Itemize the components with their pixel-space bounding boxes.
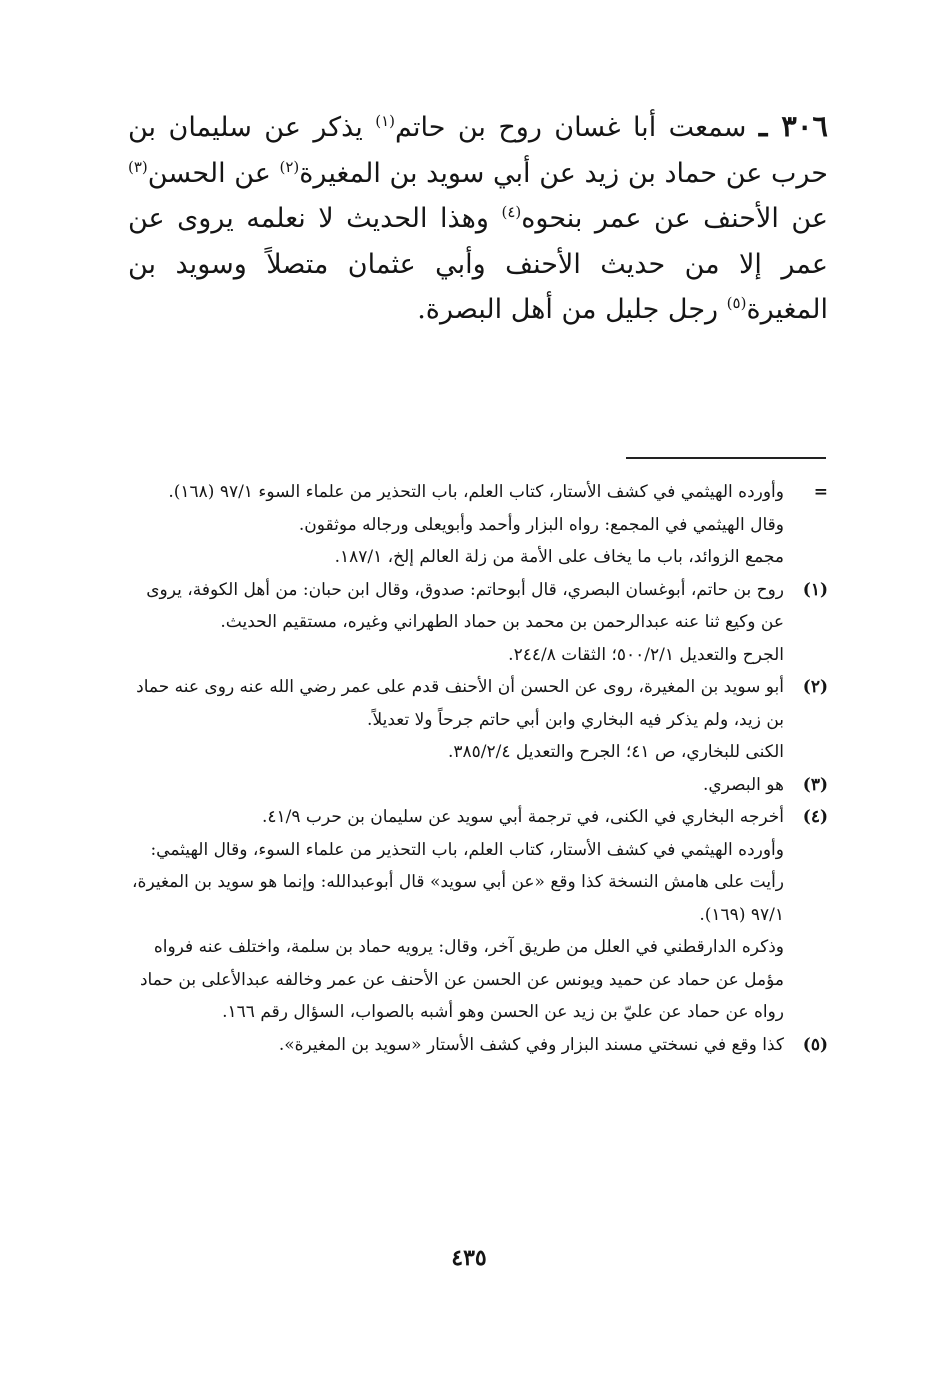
footnote-marker: = xyxy=(813,482,828,502)
hadith-paragraph xyxy=(128,104,828,333)
footnote-4 xyxy=(128,801,828,1029)
hadith-text: سمعت أبا غسان روح بن حاتم xyxy=(395,112,747,143)
footnote-ref-2[interactable]: (٢) xyxy=(279,157,300,176)
footnote-separator xyxy=(626,457,826,459)
footnote-line: روح بن حاتم، أبوغسان البصري، قال أبوحاتم: صدوق، وقال ابن حبان: من أهل الكوفة، يروى عن وكيع ثنا عنه عبدالرحمن بن محمد بن حماد الطهراني وغيره، مستقيم الحديث. xyxy=(146,579,784,632)
page-number: ٤٣٥ xyxy=(451,1245,487,1271)
footnote-marker: (٤) xyxy=(802,807,828,827)
hadith-text: وهذا الحديث لا نعلمه يروى عن عمر إلا من حديث الأحنف وأبي عثمان متصلاً وسويد بن المغيرة xyxy=(128,203,828,325)
footnote-line: أخرجه البخاري في الكنى، في ترجمة أبي سويد عن سليمان بن حرب ٤١/٩. xyxy=(262,807,784,827)
footnote-line: وذكره الدارقطني في العلل من طريق آخر، وقال: يرويه حماد بن سلمة، واختلف عنه فرواه مؤمل عن حماد عن حميد ويونس عن الحسن عن الأحنف عن عمر وخالفه عبدالأعلى بن حماد رواه عن حماد عن عليّ بن زيد عن الحسن وهو أشبه بالصواب، السؤال رقم ١٦٦. xyxy=(139,937,784,1022)
footnote-continued xyxy=(128,476,828,574)
footnote-line: أبو سويد بن المغيرة، روى عن الحسن أن الأحنف قدم على عمر رضي الله عنه روى عنه حماد بن زيد، ولم يذكر فيه البخاري وابن أبي حاتم جرحاً ولا تعديلاً. xyxy=(136,677,784,730)
footnote-2 xyxy=(128,671,828,769)
hadith-text: عن الأحنف عن عمر بنحوه xyxy=(521,203,828,234)
footnotes xyxy=(128,476,828,1061)
footnote-line: كذا وقع في نسختي مسند البزار وفي كشف الأستار «سويد بن المغيرة». xyxy=(278,1034,784,1055)
hadith-text: عن الحسن xyxy=(147,157,280,189)
footnote-ref-4[interactable]: (٤) xyxy=(501,203,522,221)
footnote-marker: (٣) xyxy=(802,774,828,795)
footnote-marker: (٥) xyxy=(802,1034,828,1055)
footnote-line: مجمع الزوائد، باب ما يخاف على الأمة من زلة العالم إلخ، ١٨٧/١. xyxy=(334,547,784,567)
footnote-line: الجرح والتعديل ٥٠٠/٢/١؛ الثقات ٢٤٤/٨. xyxy=(508,644,784,665)
footnote-line: هو البصري. xyxy=(702,774,784,795)
footnote-line: وأورده الهيثمي في كشف الأستار، كتاب العلم، باب التحذير من علماء السوء، وقال الهيثمي: رأيت على هامش النسخة كذا وقع «عن أبي سويد» قال أبوعبدالله: وإنما هو سويد بن المغيرة، ٩٧/١ (١٦٩). xyxy=(132,839,784,925)
footnote-marker: (١) xyxy=(802,579,828,600)
footnote-ref-3[interactable]: (٣) xyxy=(128,157,148,176)
footnote-line: الكنى للبخاري، ص ٤١؛ الجرح والتعديل ٣٨٥/٢/٤. xyxy=(447,742,784,762)
footnote-line: وقال الهيثمي في المجمع: رواه البزار وأحمد وأبويعلى ورجاله موثقون. xyxy=(298,514,784,535)
footnote-3 xyxy=(128,769,828,802)
footnote-marker: (٢) xyxy=(802,677,828,697)
footnote-5 xyxy=(128,1029,828,1062)
footnote-ref-5[interactable]: (٥) xyxy=(726,294,747,312)
footnote-1 xyxy=(128,574,828,672)
hadith-text: يذكر عن سليمان بن حرب عن حماد بن زيد عن أبي سويد بن المغيرة xyxy=(128,112,828,189)
hadith-text: رجل جليل من أهل البصرة. xyxy=(417,294,727,325)
hadith-number: ٣٠٦ ـ xyxy=(758,109,829,143)
footnote-line: وأورده الهيثمي في كشف الأستار، كتاب العلم، باب التحذير من علماء السوء ٩٧/١ (١٦٨). xyxy=(168,482,784,502)
footnote-ref-1[interactable]: (١) xyxy=(375,112,396,130)
